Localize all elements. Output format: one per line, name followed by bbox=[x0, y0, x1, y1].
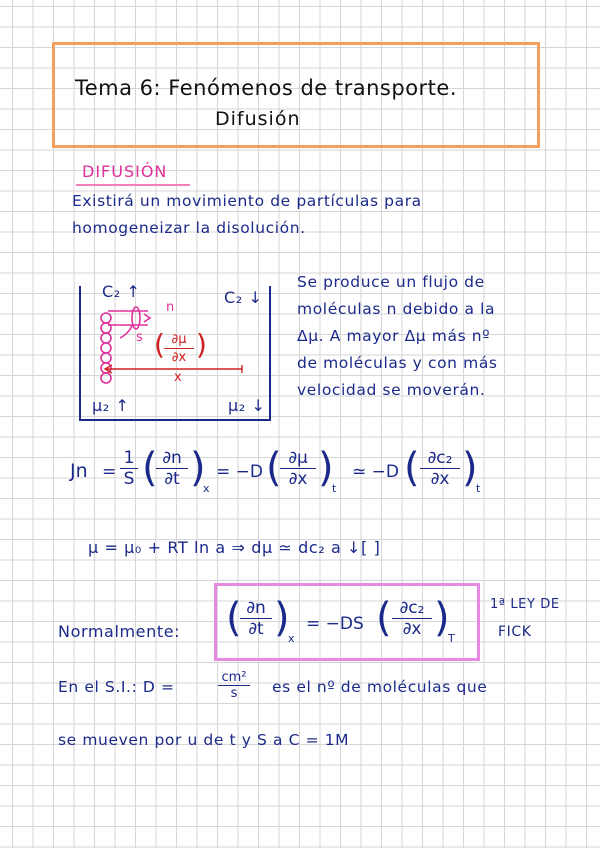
heading-underline bbox=[76, 184, 190, 186]
units-line-2: se mueven por u de t y S a C = 1M bbox=[58, 731, 350, 749]
grad-denominator: ∂x bbox=[171, 350, 187, 365]
x-label: x bbox=[174, 370, 182, 385]
mu-right-label: μ₂ ↓ bbox=[228, 396, 266, 415]
chemical-potential-equation: μ = μ₀ + RT ln a ⇒ dμ ≃ dc₂ a ↓[ ] bbox=[88, 538, 381, 557]
explanation-line-4: de moléculas y con más bbox=[297, 354, 498, 372]
mu-left-label: μ₂ ↑ bbox=[92, 396, 130, 415]
explanation-line-5: velocidad se moverán. bbox=[297, 381, 486, 399]
intro-line-1: Existirá un movimiento de partículas para bbox=[72, 192, 422, 210]
units-fraction: cm² s bbox=[218, 670, 250, 701]
flux-equation: Jn = 1 S ( ∂n ∂t ) x = −D ( ∂μ ∂x ) t ≃ −D ( ∂c₂ ∂x ) t bbox=[70, 445, 481, 495]
explanation-line-1: Se produce un flujo de bbox=[297, 273, 485, 291]
units-line-1b: es el nº de moléculas que bbox=[272, 678, 488, 696]
units-line-1a: En el S.I.: D = bbox=[58, 678, 175, 696]
c2-left-label: C₂ ↑ bbox=[102, 282, 141, 301]
s-label: s bbox=[136, 330, 143, 345]
explanation-line-3: Δμ. A mayor Δμ más nº bbox=[297, 327, 491, 345]
jn-symbol: Jn bbox=[70, 460, 88, 482]
page-subtitle: Difusión bbox=[215, 108, 301, 130]
diffusion-diagram: C₂ ↑ C₂ ↓ μ₂ ↑ μ₂ ↓ n s ( ∂μ ∂x ) x bbox=[70, 278, 290, 428]
section-heading: DIFUSIÓN bbox=[82, 162, 168, 181]
fick-law-equation: ( ∂n ∂t ) x = −DS ( ∂c₂ ∂x ) T bbox=[226, 595, 455, 645]
fick-law-title-1: 1ª LEY DE bbox=[490, 597, 560, 612]
grad-numerator: ∂μ bbox=[171, 332, 187, 347]
n-label: n bbox=[166, 300, 175, 315]
c2-right-label: C₂ ↓ bbox=[224, 288, 263, 307]
normally-label: Normalmente: bbox=[58, 622, 181, 641]
fick-law-title-2: FICK bbox=[498, 624, 532, 640]
intro-line-2: homogeneizar la disolución. bbox=[72, 219, 306, 237]
explanation-line-2: moléculas n debido a la bbox=[297, 300, 496, 318]
page-title: Tema 6: Fenómenos de transporte. bbox=[75, 76, 458, 100]
